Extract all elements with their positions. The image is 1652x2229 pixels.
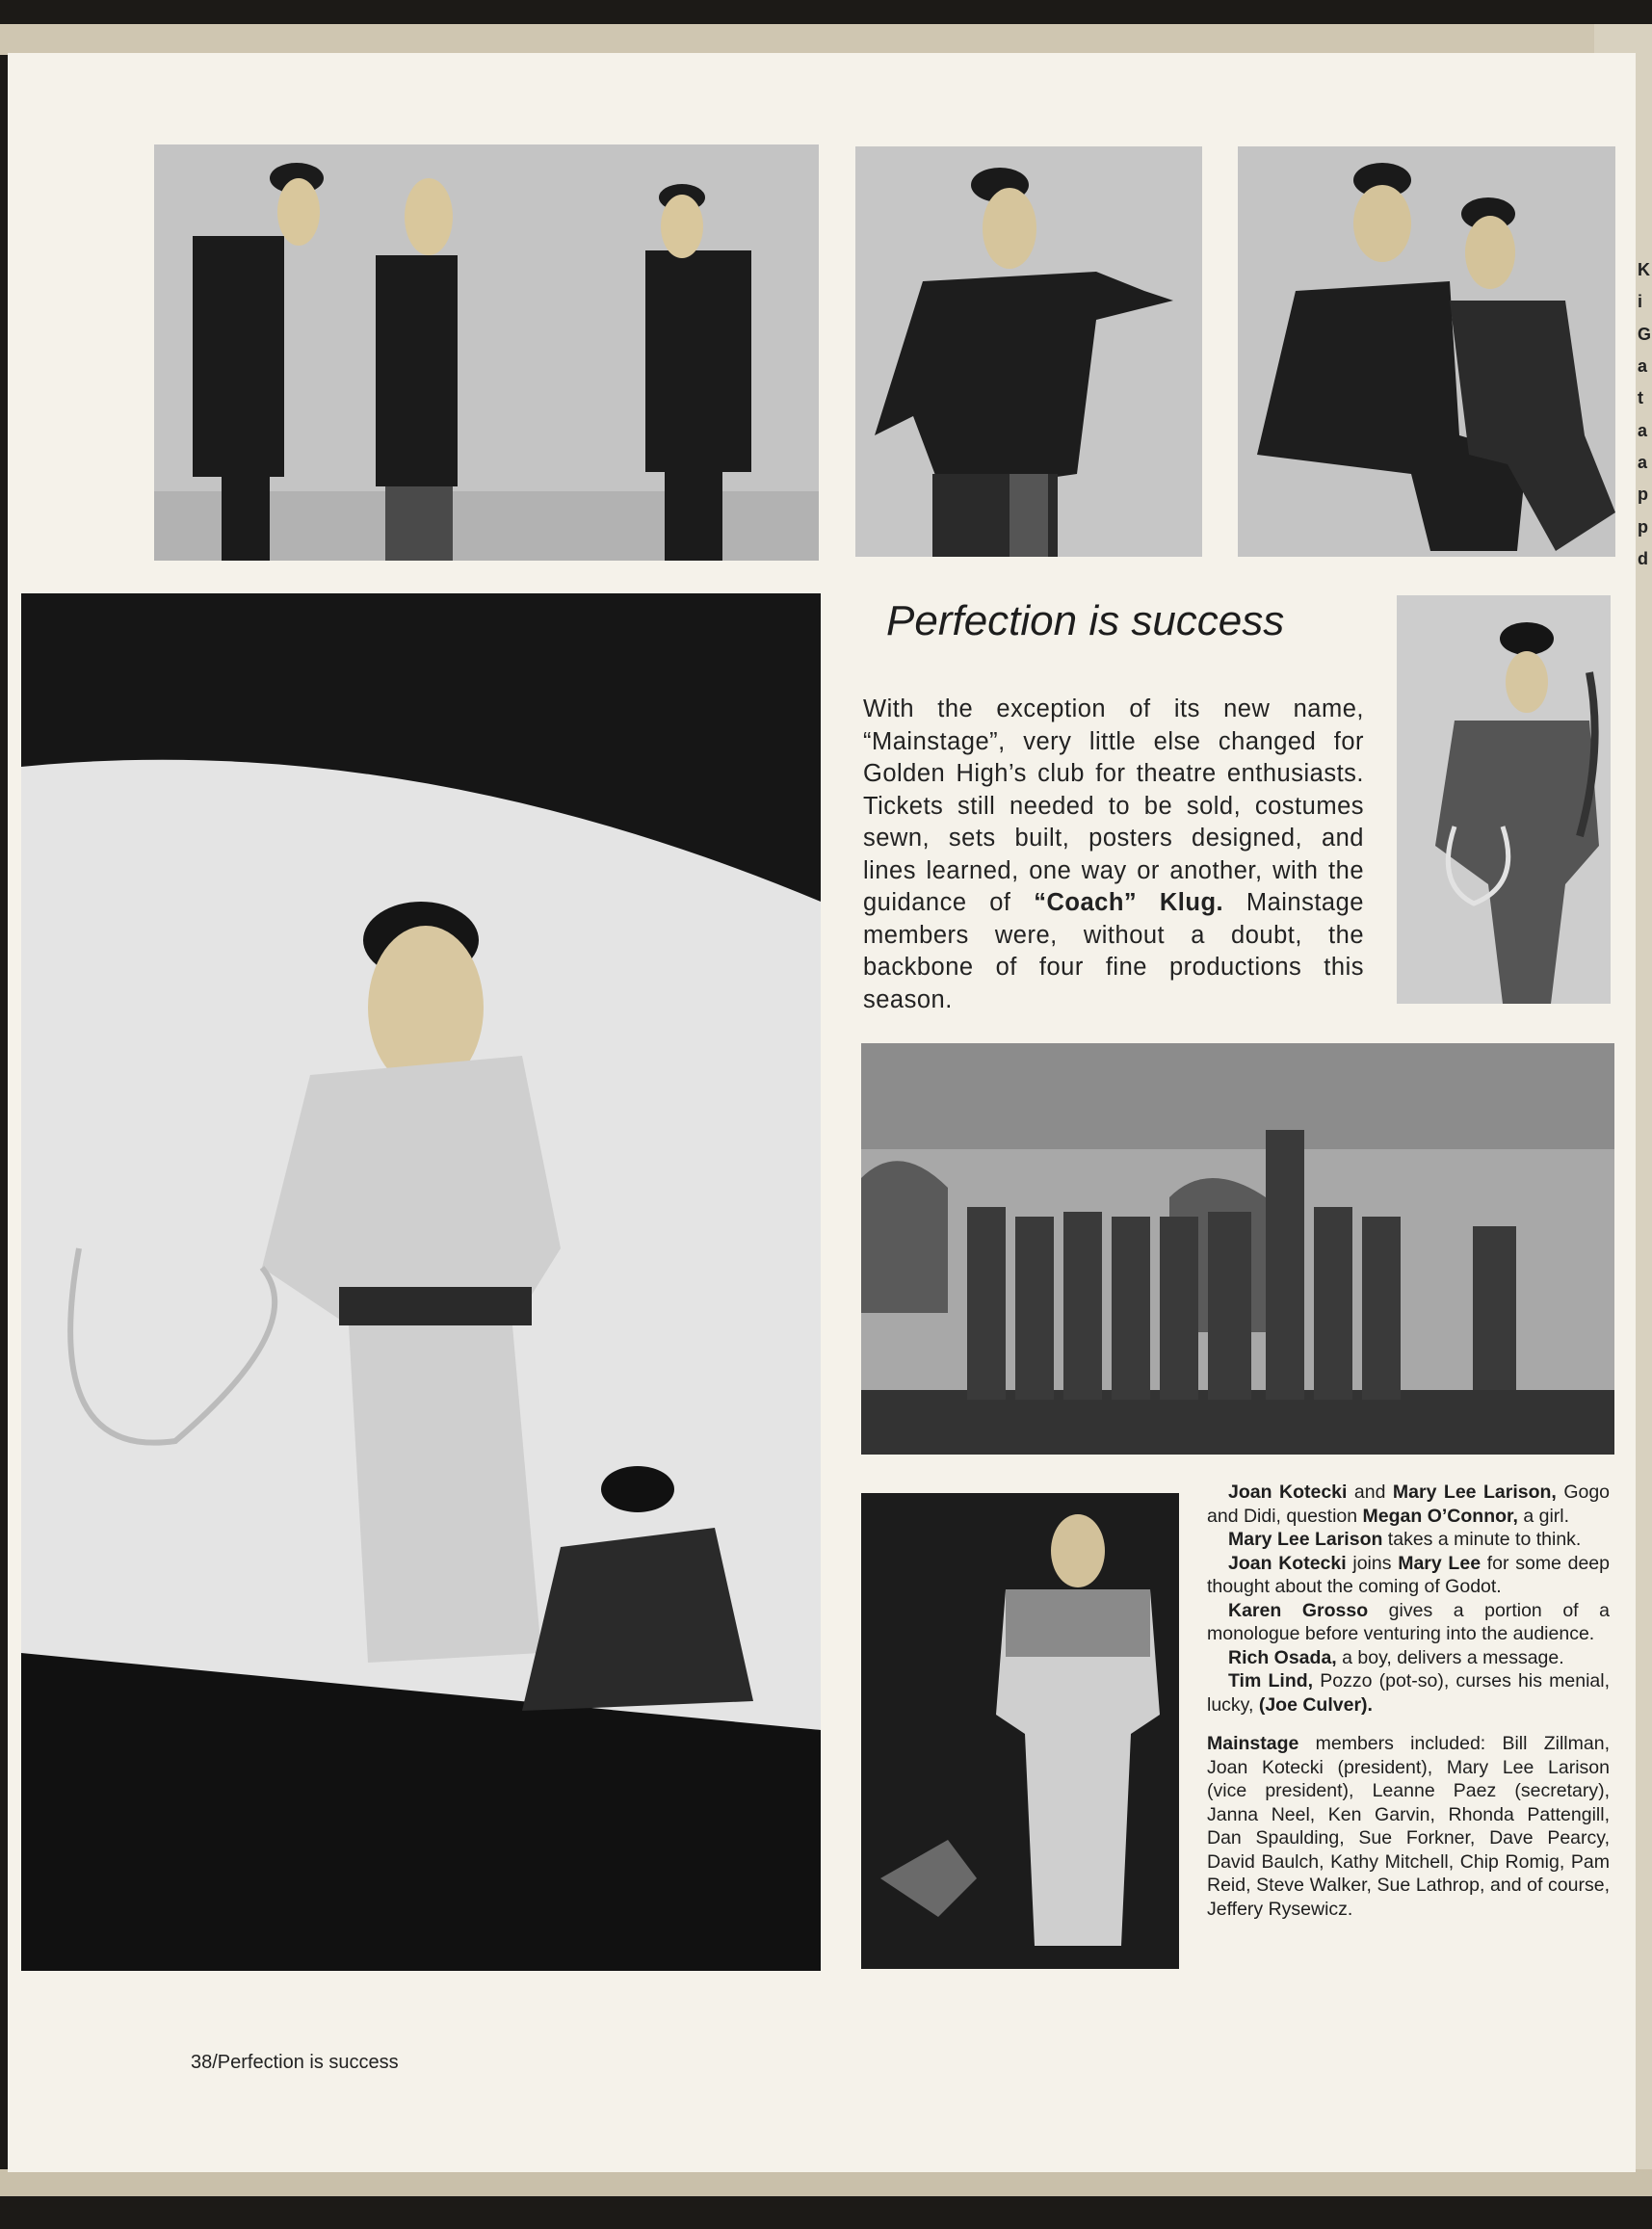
caption-item <box>1207 1646 1610 1670</box>
caption-text: for some deep thought about the coming of Godot. <box>1207 1552 1610 1597</box>
caption-name: Tim Lind, <box>1228 1670 1314 1691</box>
book-cover-bottom <box>0 2169 1652 2196</box>
article-body <box>863 694 1364 1016</box>
edge-letter: d <box>1638 549 1648 568</box>
photo-actor-gesturing <box>855 146 1202 557</box>
members-text: members included: Bill Zillman, Joan Kotecki (president), Mary Lee Larison (vice president), Leanne Paez (secretary), Janna Neel, Ken Garvin, Rhonda Pattengill, Dan Spaulding, Sue Forkner, Dave Pearcy, David Baulch, Kathy Mitchell, Chip Romig, Pam Reid, Steve Walker, Sue Lathrop, and of course, Jeffery Rysewicz. <box>1207 1733 1610 1920</box>
caption-item <box>1207 1552 1610 1599</box>
edge-letter: p <box>1638 517 1648 537</box>
photo-captions <box>1207 1481 1610 1921</box>
caption-name: (Joe Culver). <box>1258 1693 1373 1716</box>
caption-text: Pozzo (pot-so), curses his menial, lucky, <box>1207 1670 1611 1716</box>
article-body-ending: Mainstage members were, without a doubt, the backbone of four fine productions this season. <box>863 889 1364 1013</box>
caption-item <box>1207 1528 1610 1552</box>
edge-letter: a <box>1638 356 1648 376</box>
page-title: Perfection is success <box>886 597 1285 644</box>
caption-text: and <box>1347 1482 1393 1503</box>
caption-name: Joan Kotecki <box>1228 1552 1347 1574</box>
caption-name: Karen Grosso <box>1228 1599 1369 1621</box>
caption-text: joins <box>1346 1552 1399 1574</box>
caption-name: Mary Lee Larison <box>1228 1529 1383 1550</box>
photo-actor-with-rope <box>1397 595 1611 1004</box>
edge-letter: i <box>1638 292 1643 311</box>
edge-letter: a <box>1638 421 1648 440</box>
edge-letter: a <box>1638 453 1648 472</box>
caption-text: gives a portion of a monologue before venturing into the audience. <box>1207 1599 1610 1644</box>
edge-letter: K <box>1638 260 1650 279</box>
caption-name: Rich Osada, <box>1228 1646 1337 1668</box>
photo-karen-monologue <box>21 593 821 1971</box>
photo-two-actors-sitting <box>1238 146 1615 557</box>
book-cover-top <box>0 24 1652 55</box>
caption-text: a boy, delivers a message. <box>1336 1646 1564 1668</box>
caption-name: Joan Kotecki <box>1228 1482 1348 1503</box>
caption-name: Mary Lee <box>1398 1552 1482 1574</box>
caption-list <box>1207 1481 1610 1717</box>
folio: 38/Perfection is success <box>191 2052 399 2073</box>
members-label: Mainstage <box>1207 1733 1299 1754</box>
article-body-intro: With the exception of its new name, “Mainstage”, very little else changed for Golden High’s club for theatre enthusiasts. Tickets still needed to be sold, costumes sewn, sets built, posters designed, and lines learned, one way or another, with the guidance of <box>863 695 1364 916</box>
photo-three-actors <box>154 144 819 561</box>
photo-group-scene <box>861 1043 1614 1455</box>
caption-name: Mary Lee Larison, <box>1392 1482 1557 1503</box>
members-list <box>1207 1732 1610 1921</box>
edge-letter: G <box>1638 325 1652 344</box>
caption-item <box>1207 1669 1610 1717</box>
caption-text: takes a minute to think. <box>1382 1529 1582 1550</box>
edge-letter: t <box>1638 388 1643 407</box>
photo-actor-overalls <box>861 1493 1179 1969</box>
caption-text: a girl. <box>1517 1505 1570 1527</box>
article-body-coach: “Coach” Klug. <box>1034 889 1224 916</box>
edge-letter: p <box>1638 485 1648 504</box>
caption-name: Megan O’Connor, <box>1362 1505 1518 1527</box>
caption-text: Gogo and Didi, question <box>1207 1482 1611 1527</box>
caption-item <box>1207 1599 1610 1646</box>
caption-item <box>1207 1481 1610 1528</box>
